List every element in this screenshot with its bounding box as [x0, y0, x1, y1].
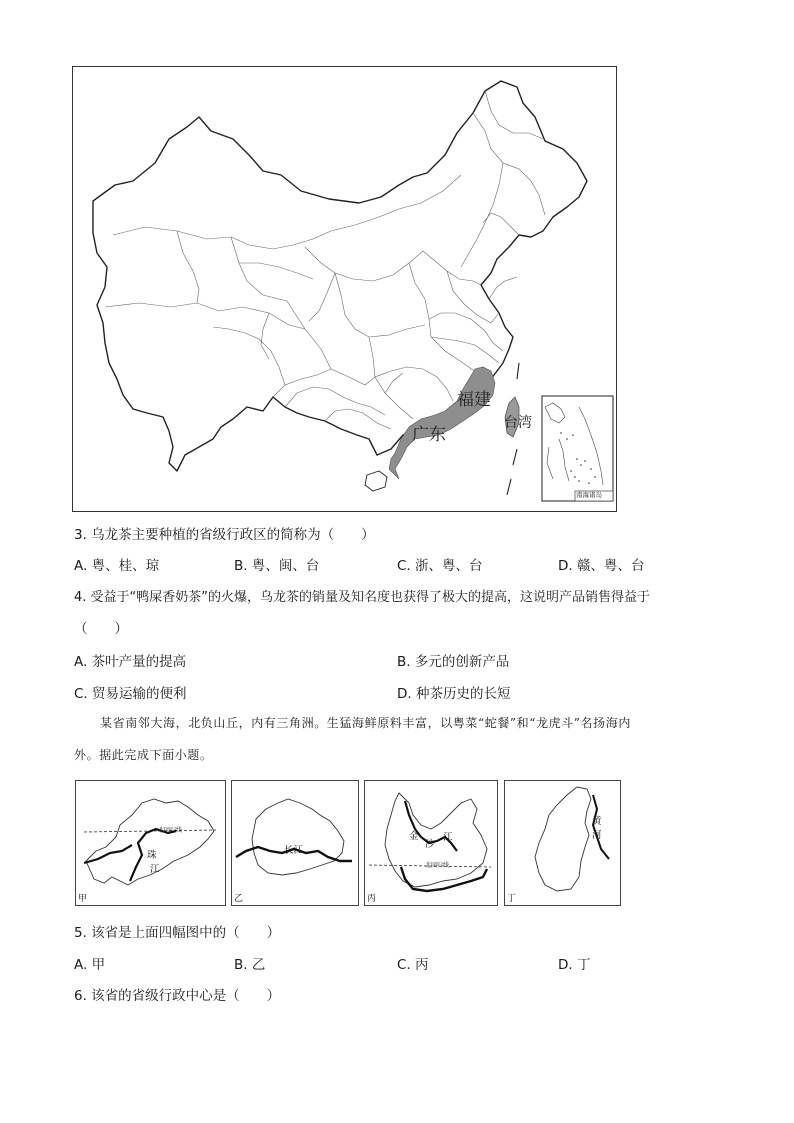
- question-5-stem: 5. 该省是上面四幅图中的（ ）: [74, 925, 281, 941]
- bing-tropic-label: 北回归线: [425, 862, 450, 869]
- figure-bing: [364, 780, 498, 906]
- question-4-stem-continued: （ ）: [74, 621, 128, 637]
- question-4-stem: 4. 受益于“鸭屎香奶茶”的火爆，乌龙茶的销量及知名度也获得了极大的提高，这说明产品销售得益于: [74, 590, 651, 605]
- figure-jia: [75, 780, 226, 906]
- ding-corner-label: 丁: [507, 894, 517, 904]
- jia-corner-label: 甲: [78, 894, 88, 904]
- q3-option-d[interactable]: D. 赣、粤、台: [558, 558, 645, 574]
- figure-yi: [231, 780, 359, 906]
- bing-river-label-1: 金: [409, 831, 419, 842]
- question-6-stem: 6. 该省的省级行政中心是（ ）: [74, 988, 281, 1004]
- label-taiwan: 台湾: [504, 415, 532, 431]
- china-map-figure: [72, 66, 617, 512]
- q5-option-a[interactable]: A. 甲: [74, 957, 106, 973]
- q5-option-c[interactable]: C. 丙: [397, 957, 429, 973]
- bing-corner-label: 丙: [367, 894, 377, 904]
- q3-option-b[interactable]: B. 粤、闽、台: [234, 558, 320, 574]
- jia-tropic-label: 北回归线: [158, 827, 183, 834]
- figure-ding-map: [505, 781, 620, 905]
- q3-option-c[interactable]: C. 浙、粤、台: [397, 558, 483, 574]
- question-3-stem: 3. 乌龙茶主要种植的省级行政区的简称为（ ）: [74, 527, 375, 543]
- jia-river-label-2: 江: [150, 864, 160, 875]
- bing-river-label-3: 江: [443, 832, 453, 843]
- figure-ding: [504, 780, 621, 906]
- q5-option-d[interactable]: D. 丁: [558, 957, 591, 973]
- china-map: [73, 67, 616, 511]
- yi-corner-label: 乙: [234, 894, 244, 904]
- q4-option-d[interactable]: D. 种茶历史的长短: [397, 686, 511, 702]
- south-china-sea-inset: [542, 396, 613, 501]
- label-guangdong: 广东: [412, 425, 446, 445]
- ding-river-label-2: 河: [592, 830, 602, 841]
- jia-river-label-1: 珠: [147, 850, 157, 861]
- label-fujian: 福建: [457, 390, 491, 410]
- figure-jia-map: [76, 781, 225, 905]
- q4-option-c[interactable]: C. 贸易运输的便利: [74, 686, 187, 702]
- q3-option-a[interactable]: A. 粤、桂、琼: [74, 558, 160, 574]
- hainan-island: [365, 471, 387, 491]
- yi-river-label: 长江: [284, 845, 304, 856]
- q4-option-a[interactable]: A. 茶叶产量的提高: [74, 654, 187, 670]
- ding-river-label-1: 黄: [592, 816, 602, 827]
- passage-line-2: 外。据此完成下面小题。: [74, 748, 213, 762]
- bing-river-label-2: 沙: [425, 839, 435, 850]
- q5-option-b[interactable]: B. 乙: [234, 957, 266, 973]
- q4-option-b[interactable]: B. 多元的创新产品: [397, 654, 510, 670]
- passage-line-1: 某省南邻大海，北负山丘，内有三角洲。生猛海鲜原料丰富，以粤菜“蛇餐”和“龙虎斗”名扬海内: [100, 716, 631, 730]
- inset-caption: 南海诸岛: [576, 491, 602, 499]
